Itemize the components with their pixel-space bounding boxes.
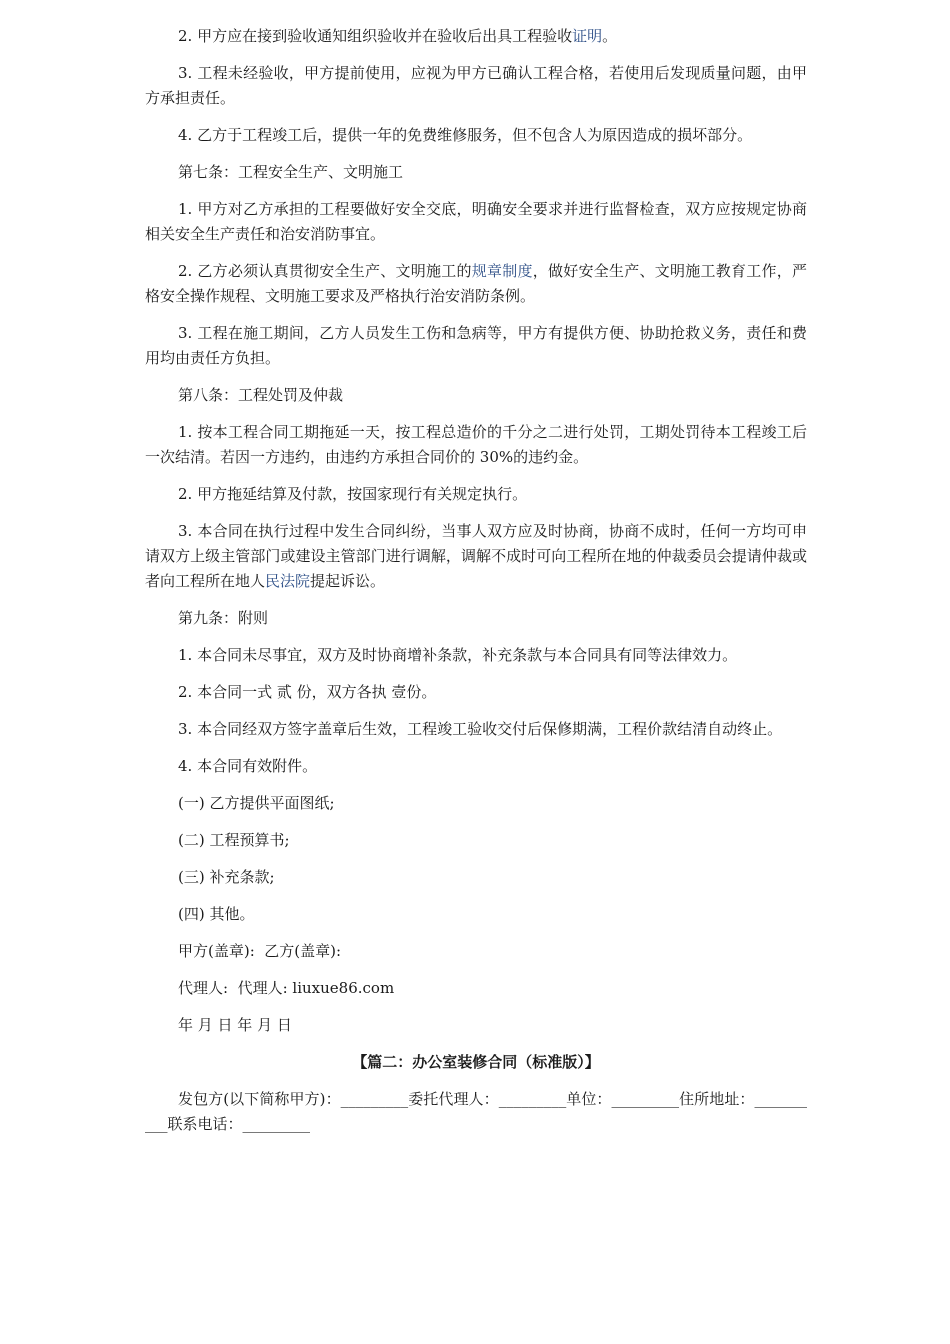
paragraph-text: 1. 按本工程合同工期拖延一天，按工程总造价的千分之二进行处罚，工期处罚待本工程竣工后一次结清。若因一方违约，由违约方承担合同价的 30%的违约金。	[145, 423, 807, 466]
contract-paragraph	[145, 482, 807, 507]
section-heading: 【篇二：办公室装修合同（标准版）】	[352, 1053, 600, 1071]
contract-paragraph	[145, 717, 807, 742]
contract-paragraph	[145, 383, 807, 408]
inline-link[interactable]: 规章制度	[471, 262, 533, 280]
paragraph-text: (四) 其他。	[178, 905, 255, 923]
paragraph-text: 3. 工程未经验收，甲方提前使用，应视为甲方已确认工程合格，若使用后发现质量问题，由甲方承担责任。	[145, 64, 807, 107]
contract-paragraph	[145, 1013, 807, 1038]
paragraph-text: (三) 补充条款;	[178, 868, 275, 886]
paragraph-text: 甲方(盖章): 乙方(盖章):	[178, 942, 342, 960]
paragraph-text: 2. 甲方应在接到验收通知组织验收并在验收后出具工程验收	[178, 27, 573, 45]
paragraph-text: 3. 工程在施工期间，乙方人员发生工伤和急病等，甲方有提供方便、协助抢救义务，责任和费用均由责任方负担。	[145, 324, 807, 367]
contract-paragraph	[145, 61, 807, 111]
paragraph-text: 4. 乙方于工程竣工后，提供一年的免费维修服务，但不包含人为原因造成的损坏部分。	[178, 126, 753, 144]
contract-paragraph	[145, 754, 807, 779]
contract-paragraph	[145, 259, 807, 309]
contract-paragraph	[145, 24, 807, 49]
paragraph-text: 1. 本合同未尽事宜，双方及时协商增补条款，补充条款与本合同具有同等法律效力。	[178, 646, 738, 664]
paragraph-text: ，做好安全生产、文明施工教育工作，严格安全操作规程、文明施工要求及严格执行治安消防条例。	[145, 262, 807, 305]
contract-paragraph	[145, 123, 807, 148]
paragraph-text: (二) 工程预算书;	[178, 831, 290, 849]
inline-link[interactable]: 证明	[572, 27, 603, 45]
paragraph-text: 3. 本合同经双方签字盖章后生效，工程竣工验收交付后保修期满，工程价款结清自动终止。	[178, 720, 783, 738]
contract-paragraph	[145, 680, 807, 705]
contract-paragraph	[145, 606, 807, 631]
contract-paragraph	[145, 519, 807, 594]
paragraph-text: 第七条：工程安全生产、文明施工	[178, 163, 404, 181]
contract-paragraph	[145, 420, 807, 470]
paragraph-text: 2. 乙方必须认真贯彻安全生产、文明施工的	[178, 262, 472, 280]
inline-link[interactable]: 民法院	[265, 572, 311, 590]
document-page	[145, 24, 807, 1137]
contract-paragraph	[145, 828, 807, 853]
contract-paragraph	[145, 791, 807, 816]
paragraph-text: 年 月 日 年 月 日	[178, 1016, 292, 1034]
contract-paragraph	[145, 160, 807, 185]
paragraph-text: 1. 甲方对乙方承担的工程要做好安全交底，明确安全要求并进行监督检查，双方应按规定协商相关安全生产责任和治安消防事宜。	[145, 200, 807, 243]
paragraph-text: 2. 甲方拖延结算及付款，按国家现行有关规定执行。	[178, 485, 528, 503]
paragraph-text: 4. 本合同有效附件。	[178, 757, 318, 775]
paragraph-text: 第九条：附则	[178, 609, 269, 627]
contract-paragraph	[145, 976, 807, 1001]
paragraph-text: 。	[602, 27, 618, 45]
party-info-line: 发包方(以下简称甲方)：_________委托代理人：_________单位：_________住所地址：__________联系电话：_________	[145, 1090, 807, 1133]
paragraph-text: 提起诉讼。	[310, 572, 386, 590]
contract-paragraph	[145, 643, 807, 668]
paragraph-text: 2. 本合同一式 贰 份，双方各执 壹份。	[178, 683, 437, 701]
paragraph-text: (一) 乙方提供平面图纸;	[178, 794, 335, 812]
paragraph-text: 3. 本合同在执行过程中发生合同纠纷，当事人双方应及时协商，协商不成时，任何一方均可申请双方上级主管部门或建设主管部门进行调解，调解不成时可向工程所在地的仲裁委员会提请仲裁或者向工程所在地人	[145, 522, 807, 590]
contract-body	[145, 24, 807, 1038]
contract-paragraph	[145, 197, 807, 247]
contract-paragraph	[145, 902, 807, 927]
contract-paragraph	[145, 865, 807, 890]
contract-paragraph	[145, 321, 807, 371]
paragraph-text: 代理人: 代理人: liuxue86.com	[178, 979, 395, 997]
contract-paragraph	[145, 939, 807, 964]
paragraph-text: 第八条：工程处罚及仲裁	[178, 386, 344, 404]
